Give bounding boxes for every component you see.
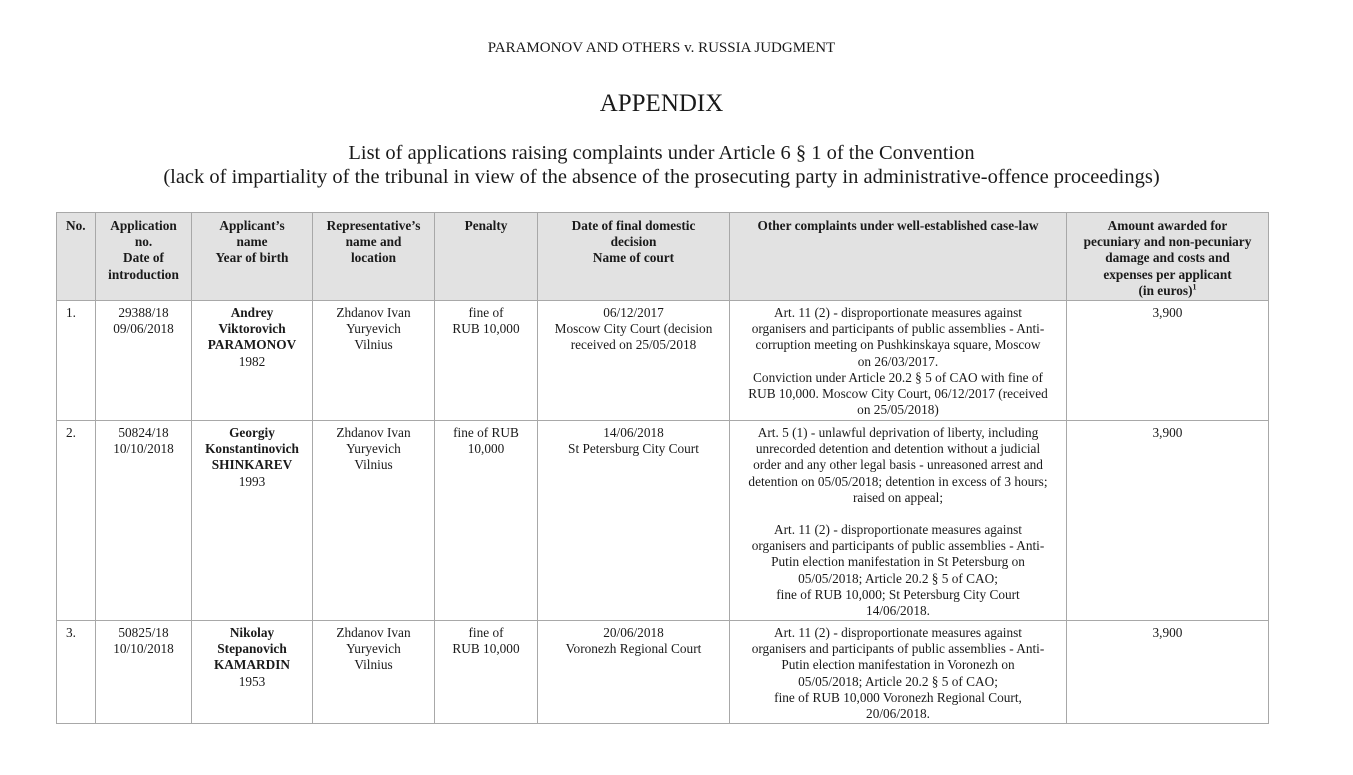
- applicant-cell: [192, 421, 313, 621]
- cell-line: Conviction under Article 20.2 § 5 of CAO with fine of: [753, 369, 1043, 385]
- applicant-surname: PARAMONOV: [207, 337, 297, 353]
- applicant-cell: [192, 301, 313, 421]
- caption-line-2: (lack of impartiality of the tribunal in view of the absence of the prosecuting party in administrative-offence proceedings): [163, 166, 1160, 188]
- cell-line: Vilnius: [354, 337, 393, 353]
- header-line: Date of: [123, 250, 164, 266]
- cell-line: fine of: [468, 305, 504, 320]
- amount-cell: 3,900: [1067, 621, 1269, 724]
- applicant-patronymic: Viktorovich: [218, 321, 286, 337]
- cell-line: RUB 10,000. Moscow City Court, 06/12/2017 (received: [748, 386, 1048, 402]
- cell-line: Yuryevich: [346, 641, 401, 657]
- applicant-surname: SHINKAREV: [211, 457, 293, 473]
- introduction-date: 10/10/2018: [113, 641, 174, 657]
- cell-line: Yuryevich: [346, 321, 401, 337]
- col-header-representative: [313, 213, 435, 301]
- cell-line: Voronezh Regional Court: [565, 641, 702, 657]
- cell-line: 20/06/2018.: [866, 706, 930, 722]
- col-header-penalty: Penalty: [435, 213, 538, 301]
- col-header-decision: [538, 213, 730, 301]
- decision-cell: [538, 421, 730, 621]
- applicant-patronymic: Stepanovich: [217, 641, 287, 657]
- cell-line: 05/05/2018; Article 20.2 § 5 of CAO;: [798, 673, 998, 689]
- cell-line: fine of RUB 10,000 Voronezh Regional Court,: [774, 689, 1022, 705]
- penalty-cell: [435, 621, 538, 724]
- col-header-other-complaints: Other complaints under well-established case-law: [730, 213, 1067, 301]
- header-line: Amount awarded for: [1107, 218, 1228, 233]
- header-line-text: (in euros): [1138, 282, 1193, 298]
- cell-line: Art. 11 (2) - disproportionate measures against: [773, 625, 1023, 640]
- row-number: 2.: [57, 421, 96, 621]
- cell-line: 20/06/2018: [603, 625, 664, 640]
- cell-line: Art. 5 (1) - unlawful deprivation of liberty, including: [757, 425, 1039, 440]
- cell-line: RUB 10,000: [452, 321, 520, 337]
- cell-line: Moscow City Court (decision: [554, 321, 713, 337]
- penalty-cell: [435, 421, 538, 621]
- representative-cell: [313, 301, 435, 421]
- cell-line: organisers and participants of public assemblies - Anti-: [751, 321, 1045, 337]
- cell-line: raised on appeal;: [852, 489, 944, 505]
- introduction-date: 09/06/2018: [113, 321, 174, 337]
- application-cell: [96, 421, 192, 621]
- header-line: pecuniary and non-pecuniary: [1083, 234, 1252, 250]
- application-number: 29388/18: [118, 305, 169, 320]
- cell-line: detention on 05/05/2018; detention in excess of 3 hours;: [748, 473, 1048, 489]
- decision-cell: [538, 301, 730, 421]
- header-line: Date of final domestic: [571, 218, 696, 233]
- cell-line: 14/06/2018.: [866, 603, 930, 619]
- cell-line: Zhdanov Ivan: [336, 305, 411, 320]
- cell-line: St Petersburg City Court: [568, 441, 699, 457]
- table-header-row: [57, 213, 1269, 301]
- table-row: [57, 301, 1269, 421]
- cell-line: fine of: [468, 625, 504, 640]
- cell-line: unrecorded detention and detention without a judicial: [755, 441, 1041, 457]
- cell-line: Art. 11 (2) - disproportionate measures against: [773, 305, 1023, 320]
- cell-line: organisers and participants of public assemblies - Anti-: [751, 641, 1045, 657]
- cell-line: 05/05/2018; Article 20.2 § 5 of CAO;: [798, 570, 998, 586]
- cell-line: Vilnius: [354, 457, 393, 473]
- decision-cell: [538, 621, 730, 724]
- applications-table: [56, 212, 1269, 724]
- amount-cell: 3,900: [1067, 301, 1269, 421]
- cell-line: Putin election manifestation in St Petersburg on: [771, 554, 1025, 570]
- header-line: location: [350, 250, 397, 266]
- cell-line: Zhdanov Ivan: [336, 425, 411, 440]
- cell-line: RUB 10,000: [452, 641, 520, 657]
- cell-line: 10,000: [467, 441, 505, 457]
- header-line: name: [236, 234, 268, 250]
- appendix-title: APPENDIX: [599, 90, 724, 117]
- applicant-first-name: Nikolay: [229, 625, 275, 640]
- table-caption: [0, 141, 1323, 189]
- penalty-cell: [435, 301, 538, 421]
- col-header-application: [96, 213, 192, 301]
- cell-line: Putin election manifestation in Voronezh on: [781, 657, 1015, 673]
- cell-line: Yuryevich: [346, 441, 401, 457]
- cell-line: on 25/05/2018): [857, 402, 939, 418]
- applicant-first-name: Andrey: [230, 305, 274, 320]
- cell-line: corruption meeting on Pushkinskaya square, Moscow: [755, 337, 1041, 353]
- applicant-patronymic: Konstantinovich: [205, 441, 299, 457]
- cell-line: Zhdanov Ivan: [336, 625, 411, 640]
- footnote-marker[interactable]: 1: [1192, 282, 1197, 292]
- representative-cell: [313, 621, 435, 724]
- birth-year: 1982: [238, 353, 266, 369]
- cell-line: on 26/03/2017.: [857, 353, 939, 369]
- other-complaints-cell: [730, 621, 1067, 724]
- header-line: Name of court: [592, 250, 675, 266]
- applicant-cell: [192, 621, 313, 724]
- cell-line: received on 25/05/2018: [570, 337, 697, 353]
- cell-line: Vilnius: [354, 657, 393, 673]
- col-header-applicant: [192, 213, 313, 301]
- header-line: introduction: [108, 266, 179, 282]
- cell-line: Art. 11 (2) - disproportionate measures against: [773, 522, 1023, 538]
- birth-year: 1993: [238, 473, 266, 489]
- header-line: Applicant’s: [219, 218, 285, 233]
- other-complaints-cell: [730, 301, 1067, 421]
- cell-line: 06/12/2017: [603, 305, 664, 320]
- caption-line-1: List of applications raising complaints under Article 6 § 1 of the Convention: [348, 142, 975, 164]
- table-row: [57, 621, 1269, 724]
- header-line: Year of birth: [215, 250, 289, 266]
- table-row: [57, 421, 1269, 621]
- applicant-surname: KAMARDIN: [213, 657, 291, 673]
- col-header-amount: [1067, 213, 1269, 301]
- amount-cell: 3,900: [1067, 421, 1269, 621]
- application-cell: [96, 301, 192, 421]
- application-number: 50824/18: [118, 425, 169, 440]
- running-head: PARAMONOV AND OTHERS v. RUSSIA JUDGMENT: [487, 40, 836, 56]
- row-number: 3.: [57, 621, 96, 724]
- representative-cell: [313, 421, 435, 621]
- application-number: 50825/18: [118, 625, 169, 640]
- cell-line: organisers and participants of public assemblies - Anti-: [751, 538, 1045, 554]
- header-line: [1070, 283, 1265, 299]
- header-line: expenses per applicant: [1103, 266, 1232, 282]
- row-number: 1.: [57, 301, 96, 421]
- header-line: Representative’s: [326, 218, 421, 233]
- header-line: no.: [134, 234, 153, 250]
- applicant-first-name: Georgiy: [229, 425, 275, 440]
- cell-line: fine of RUB: [453, 425, 519, 440]
- introduction-date: 10/10/2018: [113, 441, 174, 457]
- application-cell: [96, 621, 192, 724]
- paragraph-gap: [733, 506, 1063, 522]
- header-line: decision: [610, 234, 657, 250]
- header-line: name and: [345, 234, 402, 250]
- birth-year: 1953: [238, 673, 266, 689]
- cell-line: fine of RUB 10,000; St Petersburg City Court: [776, 586, 1020, 602]
- other-complaints-cell: [730, 421, 1067, 621]
- cell-line: 14/06/2018: [603, 425, 664, 440]
- col-header-no: No.: [57, 213, 96, 301]
- header-line: damage and costs and: [1105, 250, 1230, 266]
- cell-line: order and any other legal basis - unreasoned arrest and: [753, 457, 1043, 473]
- header-line: Application: [110, 218, 177, 233]
